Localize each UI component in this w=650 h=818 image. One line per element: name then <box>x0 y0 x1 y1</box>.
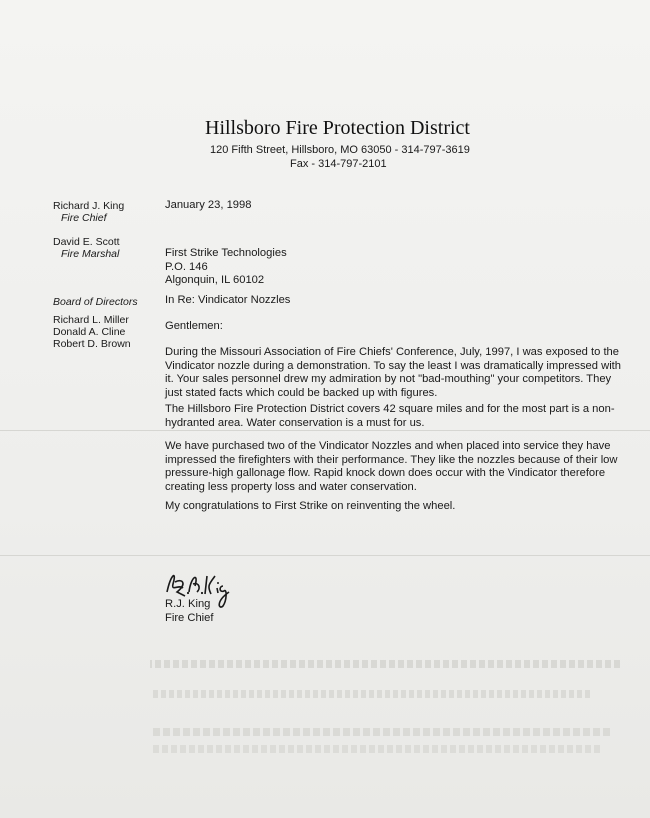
chief-title: Fire Chief <box>61 212 107 224</box>
paragraph: The Hillsboro Fire Protection District covers 42 square miles and for the most part is a non-hydranted area. Water conservation is a must for us. <box>165 403 615 429</box>
recipient-line: First Strike Technologies <box>165 247 287 259</box>
board-members <box>53 314 131 350</box>
signer-name: R.J. King <box>165 598 211 610</box>
paragraph: During the Missouri Association of Fire Chiefs' Conference, July, 1997, I was exposed to the Vindicator nozzle during a demonstration. To say the least I was dramatically impressed with it. Your sales personnel drew my admiration by not "bad-mouthing" your competitors. They just stated facts which could be backed up with figures. <box>165 346 622 399</box>
salutation: Gentlemen: <box>165 320 223 332</box>
chief-name: Richard J. King <box>53 200 125 212</box>
sidebar-chief <box>53 200 124 224</box>
board-heading: Board of Directors <box>53 296 138 308</box>
recipient-line: Algonquin, IL 60102 <box>165 274 265 287</box>
fold-line <box>0 555 650 556</box>
organization-fax: Fax - 314-797-2101 <box>290 158 387 170</box>
marshal-name: David E. Scott <box>53 236 120 248</box>
board-member: Donald A. Cline <box>53 326 126 338</box>
marshal-title: Fire Marshal <box>61 248 120 260</box>
subject-line: In Re: Vindicator Nozzles <box>165 294 291 306</box>
board-member: Richard L. Miller <box>53 314 129 326</box>
show-through-texture <box>150 660 620 668</box>
organization-name: Hillsboro Fire Protection District <box>205 117 470 139</box>
sidebar-marshal <box>53 236 120 260</box>
board-member: Robert D. Brown <box>53 338 131 350</box>
paragraph: My congratulations to First Strike on reinventing the wheel. <box>165 500 456 512</box>
show-through-texture <box>150 728 610 736</box>
organization-address: 120 Fifth Street, Hillsboro, MO 63050 - 314-797-3619 <box>210 144 470 156</box>
show-through-texture <box>150 745 600 753</box>
show-through-texture <box>150 690 590 698</box>
signer-title: Fire Chief <box>165 611 214 624</box>
signer-block <box>165 598 214 625</box>
recipient-line: P.O. 146 <box>165 260 208 273</box>
recipient-block <box>165 247 287 288</box>
paragraph: We have purchased two of the Vindicator Nozzles and when placed into service they have impressed the firefighters with their performance. They like the nozzles because of their low pressure-high gallonage flow. Rapid knock down does occur with the Vindicator therefore creating less property loss and water conservation. <box>165 440 618 493</box>
letter-date: January 23, 1998 <box>165 199 252 211</box>
